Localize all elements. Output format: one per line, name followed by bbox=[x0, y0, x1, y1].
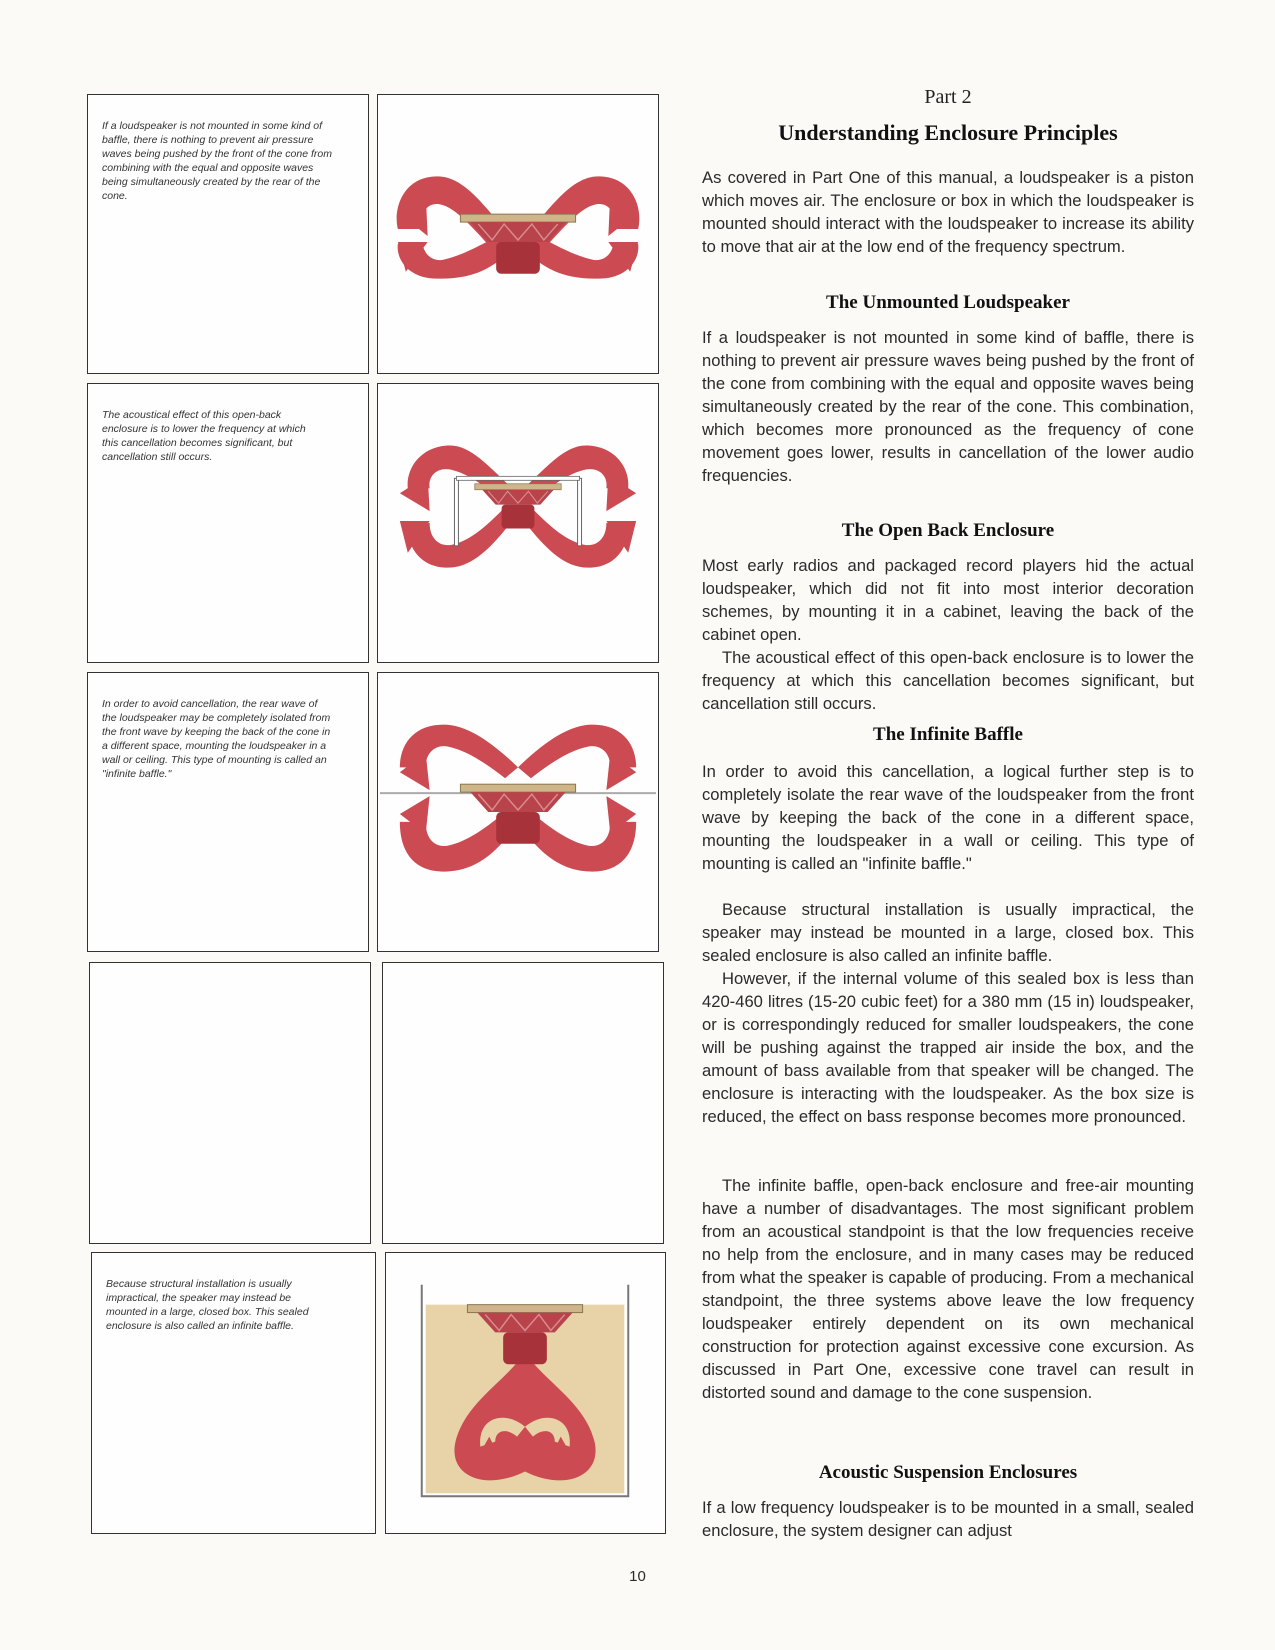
acoustic-paragraph-1: If a low frequency loudspeaker is to be mounted in a small, sealed enclosure, the system designer can adjust bbox=[702, 1498, 1194, 1540]
heading-acoustic-suspension: Acoustic Suspension Enclosures bbox=[818, 1462, 1078, 1483]
caption-unmounted: If a loudspeaker is not mounted in some kind of baffle, there is nothing to prevent air pressure waves being pushed by the front of the cone from combining with the equal and opposite waves being simultaneously created by the rear of the cone. bbox=[102, 120, 332, 202]
caption-open-back: The acoustical effect of this open-back enclosure is to lower the frequency at which this cancellation becomes significant, but cancellation still occurs. bbox=[102, 409, 306, 463]
open-back-paragraph-2: The acoustical effect of this open-back enclosure is to lower the frequency at which this cancellation becomes significant, but cancellation still occurs. bbox=[702, 648, 1194, 713]
part-label: Part 2 bbox=[924, 86, 972, 108]
figure-infinite-baffle bbox=[377, 672, 659, 952]
caption-panel-sealed-box bbox=[91, 1252, 376, 1534]
infinite-paragraph-3: However, if the internal volume of this sealed box is less than 420-460 litres (15-20 cubic feet) for a 380 mm (15 in) loudspeaker, or is correspondingly reduced for smaller loudspeakers, the cone will be pushing against the trapped air inside the box, and the amount of bass available from that speaker will be changed. The enclosure is interacting with the loudspeaker. As the box size is reduced, the effect on bass response becomes more pronounced. bbox=[702, 969, 1194, 1126]
intro-paragraph: As covered in Part One of this manual, a loudspeaker is a piston which moves air. The enclosure or box in which the loudspeaker is mounted should interact with the loudspeaker to increase its ability to move that air at the low end of the frequency spectrum. bbox=[702, 168, 1194, 256]
figure-unmounted bbox=[377, 94, 659, 374]
heading-infinite-baffle: The Infinite Baffle bbox=[873, 724, 1023, 745]
infinite-paragraph-1: In order to avoid this cancellation, a logical further step is to completely isolate the rear wave of the loudspeaker from the front wave by keeping the back of the cone in a different space, mounting the loudspeaker in a wall or ceiling. This type of mounting is called an "infinite baffle." bbox=[702, 762, 1194, 873]
empty-panel-left bbox=[89, 962, 371, 1244]
heading-unmounted: The Unmounted Loudspeaker bbox=[826, 292, 1070, 313]
infinite-paragraph-4: The infinite baffle, open-back enclosure and free-air mounting have a number of disadvantages. The most significant problem from an acoustical standpoint is that the low frequencies receive no help from the enclosure, and in many cases may be reduced from what the speaker is capable of producing. From a mechanical standpoint, the three systems above leave the low frequency loudspeaker entirely dependent on its own mechanical construction for protection against excessive cone excursion. As discussed in Part One, excessive cone travel can result in distorted sound and damage to the cone suspension. bbox=[702, 1176, 1194, 1402]
empty-panel-right bbox=[382, 962, 664, 1244]
page-number: 10 bbox=[629, 1568, 646, 1585]
caption-panel-infinite-baffle bbox=[87, 672, 369, 952]
caption-infinite-baffle: In order to avoid cancellation, the rear wave of the loudspeaker may be completely isolated from the front wave by keeping the back of the cone in a different space, mounting the loudspeaker in a wall or ceiling. This type of mounting is called an "infinite baffle." bbox=[102, 698, 331, 780]
infinite-paragraph-2: Because structural installation is usually impractical, the speaker may instead be mounted in a large, closed box. This sealed enclosure is also called an infinite baffle. bbox=[702, 900, 1194, 965]
figure-sealed-box bbox=[385, 1252, 666, 1534]
caption-panel-unmounted bbox=[87, 94, 369, 374]
unmounted-paragraph: If a loudspeaker is not mounted in some kind of baffle, there is nothing to prevent air pressure waves being pushed by the front of the cone from combining with the equal and opposite waves being simultaneously created by the rear of the cone. This combination, which becomes more pronounced as the frequency of cone movement goes lower, results in cancellation of the lower audio frequencies. bbox=[702, 328, 1194, 485]
figure-open-back bbox=[377, 383, 659, 663]
caption-sealed-box: Because structural installation is usually impractical, the speaker may instead be mounted in a large, closed box. This sealed enclosure is also called an infinite baffle. bbox=[106, 1278, 309, 1332]
page-title: Understanding Enclosure Principles bbox=[778, 120, 1118, 145]
caption-panel-open-back bbox=[87, 383, 369, 663]
open-back-paragraph-1: Most early radios and packaged record players hid the actual loudspeaker, which did not fit into most interior decoration schemes, by mounting it in a cabinet, leaving the back of the cabinet open. bbox=[702, 556, 1194, 644]
heading-open-back: The Open Back Enclosure bbox=[841, 520, 1055, 541]
